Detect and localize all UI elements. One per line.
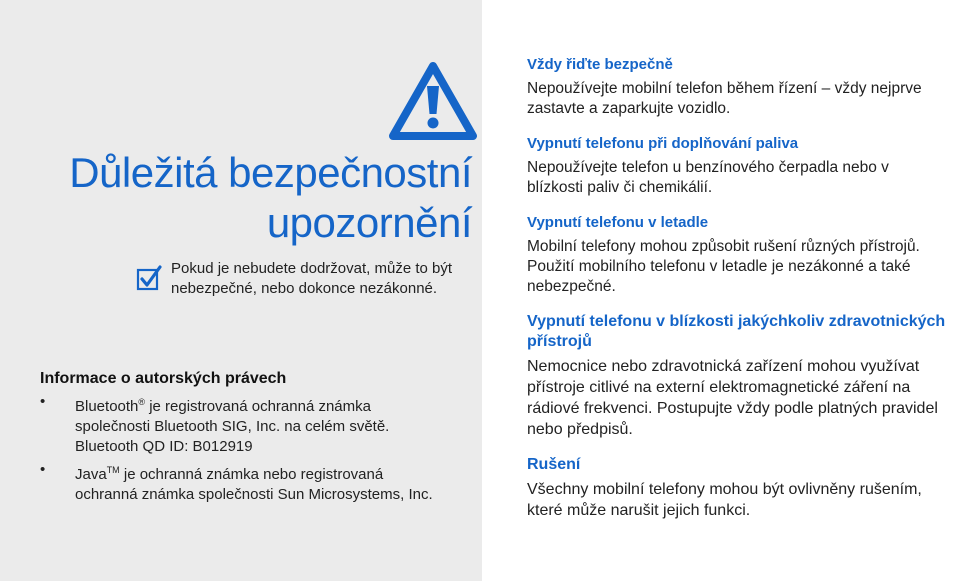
section-body-line: Nepoužívejte telefon u benzínového čerpadla nebo v: [527, 159, 889, 176]
section-body-line: Všechny mobilní telefony mohou být ovlivněny rušením,: [527, 481, 922, 498]
intro-line: Pokud je nebudete dodržovat, může to být: [171, 260, 453, 277]
section-heading: [527, 134, 955, 154]
section-body-line: které může narušit jejich funkci.: [527, 502, 751, 519]
page-title-line: upozornění: [266, 199, 472, 246]
section-medical-devices: [527, 312, 955, 440]
list-item-text: je ochranná známka nebo registrovaná: [119, 466, 384, 483]
section-drive-safely: [527, 55, 955, 119]
list-item: [40, 460, 470, 505]
brand-name: Bluetooth: [75, 398, 139, 415]
section-heading-line: Vypnutí telefonu v letadle: [527, 214, 709, 231]
list-item-line: společnosti Bluetooth SIG, Inc. na celém světě.: [75, 418, 390, 435]
section-refueling: [527, 134, 955, 198]
section-heading-line: Vypnutí telefonu v blízkosti jakýchkoliv zdravotnických: [527, 313, 946, 330]
page-title-line: Důležitá bezpečnostní: [69, 149, 472, 196]
section-body: [527, 79, 955, 119]
section-heading: [527, 213, 955, 233]
page-title: [12, 148, 472, 248]
section-body-line: Nepoužívejte mobilní telefon během řízení – vždy nejprve: [527, 80, 922, 97]
safety-sections: [527, 55, 955, 536]
section-body: [527, 479, 955, 521]
section-body-line: nebezpečné.: [527, 278, 616, 295]
brand-name: Java: [75, 466, 107, 483]
list-item-line: [75, 460, 470, 485]
list-item-text: je registrovaná ochranná známka: [145, 398, 371, 415]
section-body-line: nebo předpisů.: [527, 421, 633, 438]
section-heading: [527, 55, 955, 75]
intro-line: nebezpečné, nebo dokonce nezákonné.: [171, 280, 438, 297]
list-item-line: Bluetooth QD ID: B012919: [75, 438, 253, 455]
section-body-line: přístroje citlivé na externí elektromagnetické záření na: [527, 379, 911, 396]
section-interference: [527, 455, 955, 521]
section-body-line: Nemocnice nebo zdravotnická zařízení mohou využívat: [527, 358, 920, 375]
intro-warning-text: [171, 259, 471, 299]
section-heading-line: Rušení: [527, 456, 581, 473]
section-body-line: rádiové frekvenci. Postupujte vždy podle platných pravidel: [527, 400, 938, 417]
section-body-line: blízkosti paliv či chemikálií.: [527, 179, 713, 196]
section-heading-line: přístrojů: [527, 333, 592, 350]
checkbox-icon: [136, 265, 162, 291]
section-body: [527, 237, 955, 297]
copyright-info: [40, 369, 470, 508]
list-item-line: [75, 392, 470, 417]
section-heading: [527, 455, 955, 475]
section-body-line: zastavte a zaparkujte vozidlo.: [527, 100, 731, 117]
section-body: [527, 158, 955, 198]
trademark-mark: TM: [106, 465, 120, 475]
bullet-icon: •: [40, 461, 46, 478]
copyright-heading: Informace o autorských právech: [40, 370, 287, 387]
section-body: [527, 356, 955, 440]
copyright-list: [40, 392, 470, 505]
trademark-mark: ®: [138, 397, 146, 407]
section-aircraft: [527, 213, 955, 297]
warning-triangle-icon: [388, 60, 478, 142]
list-item-line: ochranná známka společnosti Sun Microsystems, Inc.: [75, 486, 433, 503]
section-heading-line: Vždy řiďte bezpečně: [527, 56, 673, 73]
section-heading-line: Vypnutí telefonu při doplňování paliva: [527, 135, 799, 152]
list-item: [40, 392, 470, 457]
section-body-line: Mobilní telefony mohou způsobit rušení různých přístrojů.: [527, 238, 920, 255]
section-body-line: Použití mobilního telefonu v letadle je nezákonné a také: [527, 258, 911, 275]
section-heading: [527, 312, 955, 352]
bullet-icon: •: [40, 393, 46, 410]
